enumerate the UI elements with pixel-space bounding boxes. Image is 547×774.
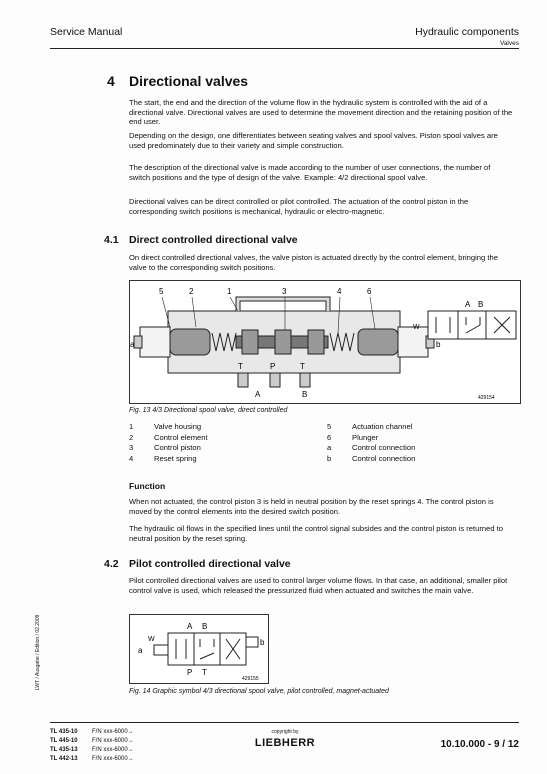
subsection-heading	[104, 234, 298, 246]
liebherr-logo: LIEBHERR	[254, 737, 316, 749]
legend-text: Control element	[154, 432, 208, 442]
function-heading: Function	[129, 481, 166, 491]
model-name: TL 445-10	[50, 738, 78, 744]
subsection-title: Direct controlled directional valve	[129, 234, 298, 246]
section-title: Directional valves	[129, 73, 249, 89]
model-name: TL 435-10	[50, 729, 78, 735]
section-paragraph: Directional valves can be direct controlled or pilot controlled. The actuation of the control piston in the corresponding switch positions is mechanical, hydraulic or electro-magnetic.	[129, 197, 469, 216]
valve-cross-section-drawing	[130, 281, 520, 403]
fig14-label-b: b	[260, 638, 265, 647]
section-heading	[107, 73, 248, 89]
legend-number: a	[327, 443, 332, 453]
legend-text: Plunger	[352, 432, 379, 442]
fig14-label-W: W	[148, 636, 155, 643]
footer-model-list	[50, 728, 134, 764]
legend-number: 1	[129, 422, 134, 431]
label-2: 2	[189, 287, 194, 296]
function-paragraph: The hydraulic oil flows in the specified lines until the control signal subsides and the control piston is returned to neutral position by the reset spring.	[129, 524, 503, 543]
figure-13-caption: Fig. 13 4/3 Directional spool valve, direct controlled	[129, 407, 288, 414]
symbol-label-A: A	[465, 300, 471, 309]
fig14-label-A: A	[187, 622, 193, 631]
model-fn: F/N xxx-6000→	[92, 729, 134, 735]
legend-number: 6	[327, 432, 332, 442]
label-T-right: T	[300, 362, 305, 371]
label-6: 6	[367, 287, 372, 296]
fig14-label-P: P	[187, 668, 193, 677]
figure-14-caption: Fig. 14 Graphic symbol 4/3 directional spool valve, pilot controlled, magnet-actuated	[129, 688, 389, 695]
section-paragraph: The start, the end and the direction of the volume flow in the hydraulic system is controlled with the aid of a directional valve. Directional valves are used to determine the movement direction and the retaining position of the end user.	[129, 98, 513, 127]
fig14-label-T: T	[202, 668, 207, 677]
header-title-right: Hydraulic components	[415, 26, 519, 38]
subsection-title: Pilot controlled directional valve	[129, 558, 291, 570]
fig14-label-B: B	[202, 622, 208, 631]
header-subtitle: Valves	[499, 40, 519, 47]
fig14-label-a: a	[138, 646, 143, 655]
legend-text: Valve housing	[154, 422, 202, 431]
label-3: 3	[282, 287, 287, 296]
valve-symbol-drawing	[130, 615, 268, 683]
label-P: P	[270, 362, 276, 371]
legend-text: Control connection	[352, 453, 416, 463]
header-title-left: Service Manual	[50, 26, 123, 38]
figure-14-graphic-symbol	[129, 614, 269, 684]
legend-number: 3	[129, 443, 134, 453]
section-number: 4	[107, 73, 115, 89]
label-4: 4	[337, 287, 342, 296]
section-paragraph: Depending on the design, one differentiates between seating valves and spool valves. Piston spool valves are used predominately due to their variety and simple construction.	[129, 131, 498, 150]
header-divider	[50, 48, 519, 49]
subsection-number: 4.2	[104, 558, 119, 570]
subsection-paragraph: On direct controlled directional valves, the valve piston is actuated directly by the control element, bringing the valve to the corresponding switch positions.	[129, 253, 498, 272]
legend-number: 2	[129, 432, 134, 442]
model-name: TL 442-13	[50, 756, 78, 762]
figure-13-directional-spool-valve	[129, 280, 521, 404]
legend-number: b	[327, 453, 332, 463]
figure-13-legend	[129, 422, 415, 464]
footer-divider	[50, 722, 519, 723]
model-name: TL 435-13	[50, 747, 78, 753]
subsection-number: 4.1	[104, 234, 119, 246]
subsection-heading	[104, 558, 291, 570]
label-a: a	[130, 340, 135, 349]
legend-text: Reset spring	[154, 453, 197, 463]
label-T-left: T	[238, 362, 243, 371]
figure-13-id: 429154	[478, 395, 495, 401]
legend-text: Actuation channel	[352, 422, 413, 431]
symbol-label-B: B	[478, 300, 484, 309]
page-number: 10.10.000 - 9 / 12	[440, 739, 519, 750]
figure-14-id: 429155	[242, 676, 259, 682]
model-fn: F/N xxx-6000→	[92, 747, 134, 753]
copyright-notice: copyright by	[271, 729, 299, 735]
label-A: A	[255, 390, 261, 399]
model-fn: F/N xxx-6000→	[92, 738, 134, 744]
label-1: 1	[227, 287, 232, 296]
legend-number: 4	[129, 453, 134, 463]
edition-sidebar: LWT / Ausgabe / Edition / 02.2009	[35, 614, 41, 690]
subsection-paragraph: Pilot controlled directional valves are used to control larger volume flows. In that case, an additional, smaller pilot control valve is used, which released the pressurized fluid when actuated and switches the main valve.	[129, 576, 508, 595]
symbol-label-W: W	[413, 324, 420, 331]
legend-text: Control piston	[154, 443, 201, 453]
function-paragraph: When not actuated, the control piston 3 is held in neutral position by the reset springs 4. The control piston is moved by the control elements into the desired switch position.	[129, 497, 494, 516]
label-5: 5	[159, 287, 164, 296]
legend-text: Control connection	[352, 443, 416, 453]
section-paragraph: The description of the directional valve is made according to the number of user connections, the number of switch positions and the type of design of the valve. Example: 4/2 directional spool valve.	[129, 163, 491, 182]
label-B: B	[302, 390, 308, 399]
model-fn: F/N xxx-6000→	[92, 756, 134, 762]
label-b: b	[436, 340, 441, 349]
legend-number: 5	[327, 422, 332, 431]
